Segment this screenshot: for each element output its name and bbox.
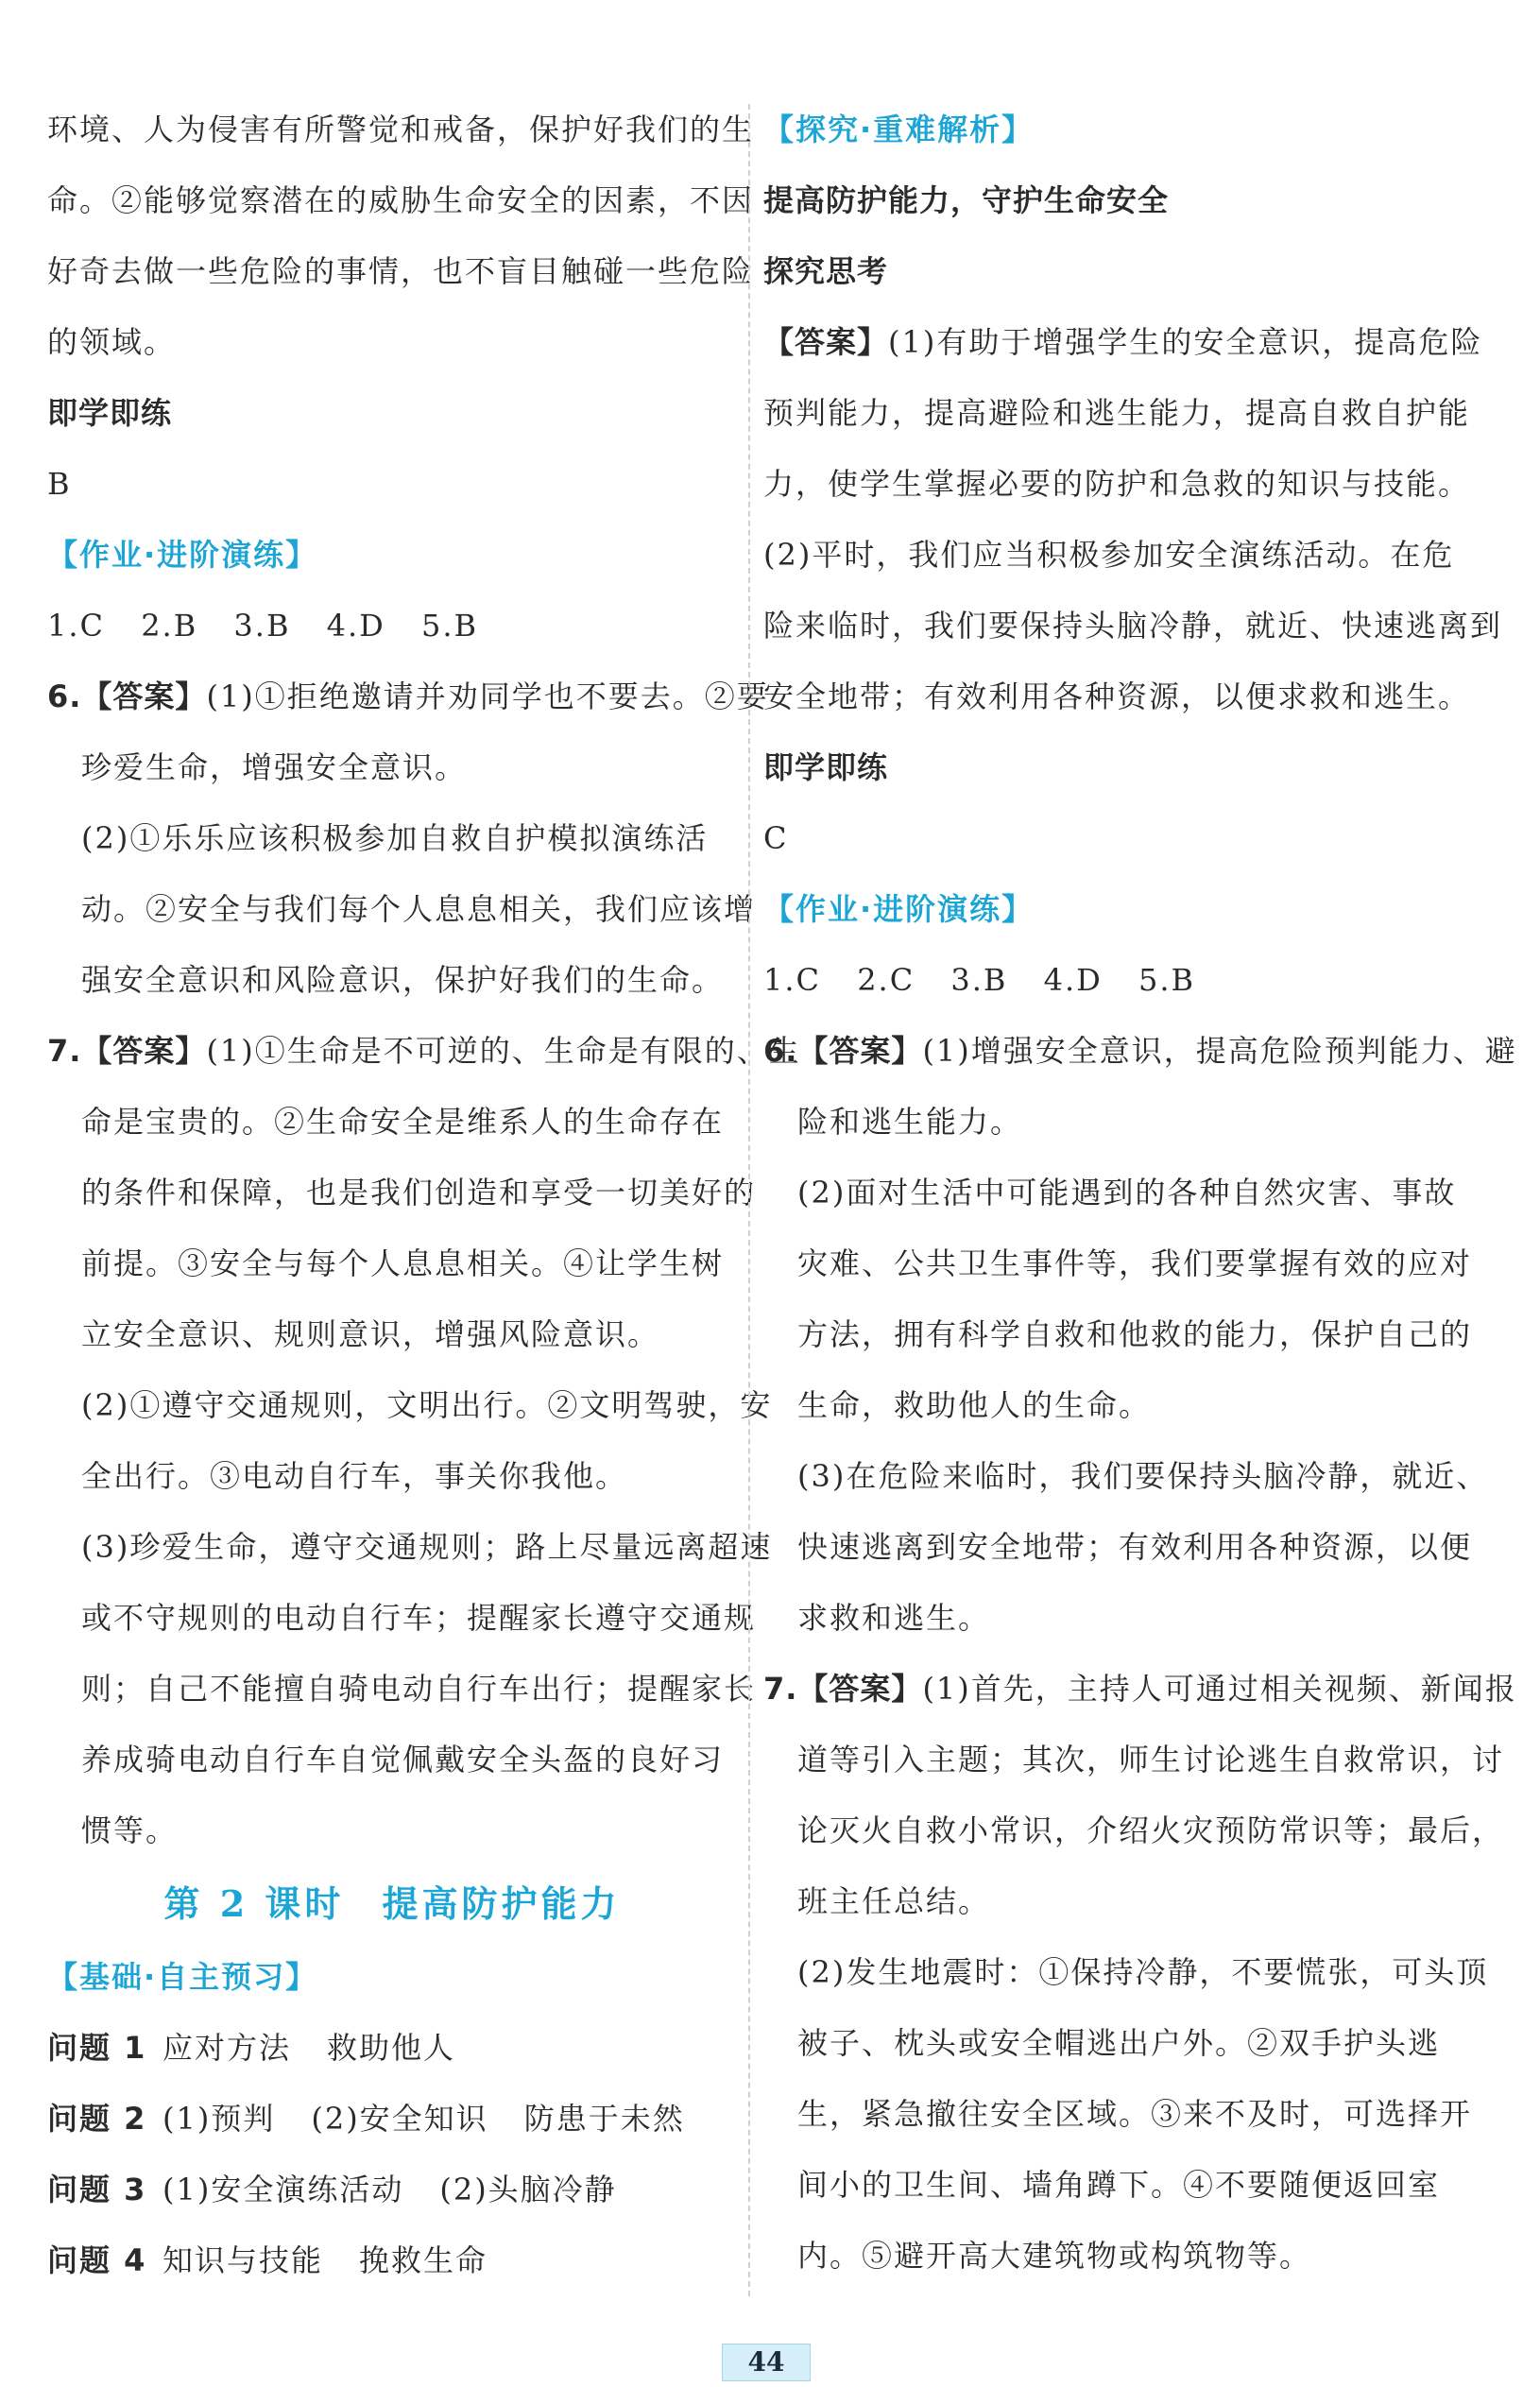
q7-line	[47, 1016, 801, 1087]
text-line: 好奇去做一些危险的事情，也不盲目触碰一些危险	[47, 253, 755, 289]
question-label: 问题 1	[47, 2030, 147, 2066]
choice-answers	[763, 945, 1481, 1016]
answer-span: 防患于未然	[523, 2101, 685, 2137]
choice-answer: 5.B	[1138, 962, 1195, 998]
lesson-name: 提高防护能力	[382, 1882, 621, 1925]
question-number: 7.【答案】	[47, 1033, 207, 1069]
text-line: 或不守规则的电动自行车；提醒家长遵守交通规	[81, 1600, 757, 1636]
text-span: (1)①拒绝邀请并劝同学也不要去。②要	[206, 678, 769, 714]
choice-answer: 5.B	[420, 608, 479, 644]
question-row	[47, 2225, 737, 2296]
text-line: 的条件和保障，也是我们创造和享受一切美好的	[81, 1175, 757, 1211]
answer-span: (1)安全演练活动	[163, 2172, 404, 2207]
answer-span: 救助他人	[327, 2030, 456, 2066]
left-column	[47, 94, 801, 2296]
text-line: (2)①乐乐应该积极参加自救自护模拟演练活	[81, 820, 709, 856]
text-line: 命。②能够觉察潜在的威胁生命安全的因素，不因	[47, 182, 755, 218]
text-line: 养成骑电动自行车自觉佩戴安全头盔的良好习	[81, 1742, 725, 1777]
text-line: (2)发生地震时：①保持冷静，不要慌张，可头顶	[797, 1954, 1489, 1990]
answer-span: 应对方法	[163, 2030, 292, 2066]
choice-answers	[47, 591, 737, 661]
text-line: 险和逃生能力。	[797, 1104, 1023, 1140]
choice-answer: 3.B	[950, 962, 1008, 998]
text-line: 前提。③安全与每个人息息相关。④让学生树	[81, 1245, 725, 1281]
choice-answer: 2.B	[141, 608, 198, 644]
choice-answer: 4.D	[326, 608, 385, 644]
question-number: 6.【答案】	[47, 678, 207, 714]
question-label: 问题 2	[47, 2101, 147, 2137]
column-divider	[748, 104, 750, 2296]
text-line: 论灭火自救小常识，介绍火灾预防常识等；最后，	[797, 1812, 1505, 1848]
subheading-jxjl: 即学即练	[47, 395, 173, 431]
choice-answer: 3.B	[233, 608, 291, 644]
section-title-zuoye: 【作业·进阶演练】	[47, 537, 318, 573]
choice-answer: 1.C	[47, 608, 106, 644]
text-line: 生，紧急撤往安全区域。③来不及时，可选择开	[797, 2096, 1473, 2132]
answer-value: B	[47, 466, 72, 502]
text-line: 求救和逃生。	[797, 1600, 991, 1636]
question-label: 问题 4	[47, 2242, 147, 2278]
question-label: 问题 3	[47, 2172, 147, 2207]
answer-span: (2)头脑冷静	[439, 2172, 617, 2207]
text-line: 被子、枕头或安全帽逃出户外。②双手护头逃	[797, 2025, 1441, 2061]
question-number: 6.【答案】	[763, 1033, 923, 1069]
text-line: 间小的卫生间、墙角蹲下。④不要随便返回室	[797, 2167, 1441, 2203]
text-line: 安全地带；有效利用各种资源，以便求救和逃生。	[763, 678, 1471, 714]
choice-answer: 1.C	[763, 962, 822, 998]
text-span: (1)①生命是不可逆的、生命是有限的、生	[206, 1033, 801, 1069]
text-line: (3)珍爱生命，遵守交通规则；路上尽量远离超速	[81, 1529, 773, 1565]
text-line: (2)①遵守交通规则，文明出行。②文明驾驶，安	[81, 1387, 773, 1423]
answer-line	[763, 307, 1481, 378]
right-column	[763, 94, 1517, 2292]
text-line: 立安全意识、规则意识，增强风险意识。	[81, 1316, 660, 1352]
text-line: 班主任总结。	[797, 1883, 991, 1919]
section-title-tanjiu: 【探究·重难解析】	[763, 112, 1035, 147]
text-line: 则；自己不能擅自骑电动自行车出行；提醒家长	[81, 1671, 757, 1707]
answer-span: 知识与技能	[163, 2242, 324, 2278]
answer-tag: 【答案】	[763, 324, 889, 360]
question-number: 7.【答案】	[763, 1671, 923, 1707]
q7-line	[763, 1654, 1517, 1725]
text-line: 的领域。	[47, 324, 177, 360]
text-line: (2)面对生活中可能遇到的各种自然灾害、事故	[797, 1175, 1457, 1211]
question-row	[47, 2155, 737, 2225]
text-line: 动。②安全与我们每个人息息相关，我们应该增	[81, 891, 757, 927]
answer-span: (1)预判	[163, 2101, 276, 2137]
text-line: 生命，救助他人的生命。	[797, 1387, 1152, 1423]
text-line: (3)在危险来临时，我们要保持头脑冷静，就近、	[797, 1458, 1489, 1494]
text-line: (2)平时，我们应当积极参加安全演练活动。在危	[763, 537, 1455, 573]
text-line: 环境、人为侵害有所警觉和戒备，保护好我们的生	[47, 112, 755, 147]
text-line: 预判能力，提高避险和逃生能力，提高自救自护能	[763, 395, 1471, 431]
choice-answer: 4.D	[1043, 962, 1103, 998]
text-line: 内。⑤避开高大建筑物或构筑物等。	[797, 2238, 1312, 2274]
text-line: 快速逃离到安全地带；有效利用各种资源，以便	[797, 1529, 1473, 1565]
answer-span: 挽救生命	[359, 2242, 488, 2278]
answer-value: C	[763, 820, 789, 856]
text-line: 道等引入主题；其次，师生讨论逃生自救常识，讨	[797, 1742, 1505, 1777]
text-line: 力，使学生掌握必要的防护和急救的知识与技能。	[763, 466, 1471, 502]
text-line: 惯等。	[81, 1812, 179, 1848]
subheading-tjsk: 探究思考	[763, 253, 889, 289]
heading: 提高防护能力，守护生命安全	[763, 182, 1170, 218]
question-row	[47, 2013, 737, 2084]
text-line: 方法，拥有科学自救和他救的能力，保护自己的	[797, 1316, 1473, 1352]
lesson-title	[47, 1866, 737, 1942]
answer-span: (2)安全知识	[311, 2101, 488, 2137]
text-line: 珍爱生命，增强安全意识。	[81, 749, 468, 785]
section-title-jichu: 【基础·自主预习】	[47, 1959, 318, 1995]
text-line: 强安全意识和风险意识，保护好我们的生命。	[81, 962, 725, 998]
text-span: (1)增强安全意识，提高危险预判能力、避	[922, 1033, 1517, 1069]
subheading-jxjl: 即学即练	[763, 749, 889, 785]
page-number: 44	[722, 2344, 811, 2381]
text-span: (1)有助于增强学生的安全意识，提高危险	[888, 324, 1483, 360]
text-line: 灾难、公共卫生事件等，我们要掌握有效的应对	[797, 1245, 1473, 1281]
lesson-number: 第 2 课时	[163, 1882, 345, 1925]
text-span: (1)首先，主持人可通过相关视频、新闻报	[922, 1671, 1517, 1707]
q6-line	[47, 661, 769, 732]
q6-line	[763, 1016, 1517, 1087]
question-row	[47, 2084, 737, 2155]
text-line: 全出行。③电动自行车，事关你我他。	[81, 1458, 628, 1494]
section-title-zuoye: 【作业·进阶演练】	[763, 891, 1035, 927]
text-line: 命是宝贵的。②生命安全是维系人的生命存在	[81, 1104, 725, 1140]
choice-answer: 2.C	[857, 962, 915, 998]
text-line: 险来临时，我们要保持头脑冷静，就近、快速逃离到	[763, 608, 1503, 644]
